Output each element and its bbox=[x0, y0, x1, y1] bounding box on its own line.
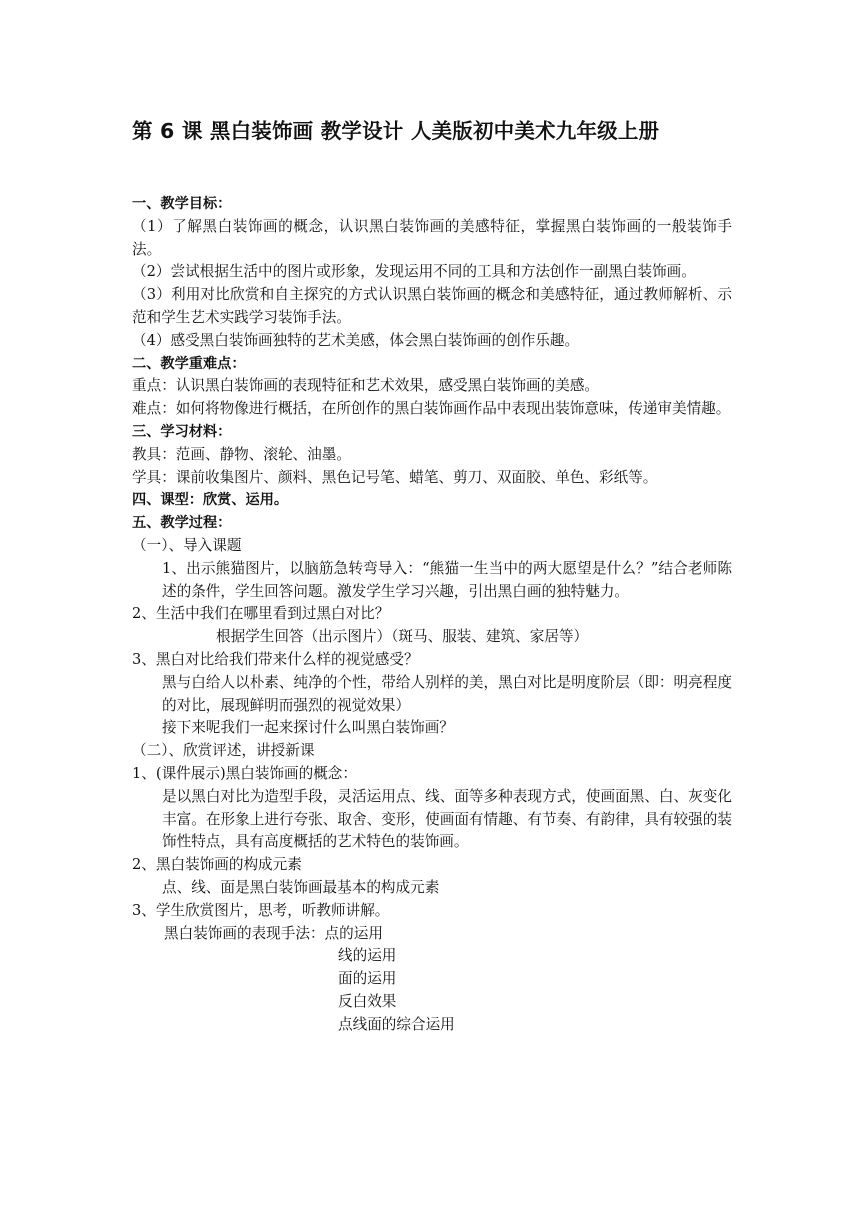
difficult-point: 难点：如何将物像进行概括，在所创作的黑白装饰画作品中表现出装饰意味，传递审美情趣。 bbox=[132, 400, 731, 418]
question-2: 2、生活中我们在哪里看到过黑白对比？ bbox=[132, 605, 390, 623]
subsection-intro: （一）、导入课题 bbox=[132, 536, 242, 554]
methods-line bbox=[132, 923, 732, 946]
objective-item: （3）利用对比欣赏和自主探究的方式认识黑白装饰画的概念和美感特征，通过教师解析、示范和学生艺术实践学习装饰手法。 bbox=[132, 286, 732, 326]
intro-paragraph: 1、出示熊猫图片，以脑筋急转弯导入：“熊猫一生当中的两大愿望是什么？”结合老师陈述的条件，学生回答问题。激发学生学习兴趣，引出黑白画的独特魅力。 bbox=[162, 559, 732, 600]
section-heading-key-points: 二、教学重难点： bbox=[132, 355, 246, 372]
objective-item: （4）感受黑白装饰画独特的艺术美感，体会黑白装饰画的创作乐趣。 bbox=[132, 331, 580, 349]
concept-heading: 1、(课件展示)黑白装饰画的概念： bbox=[132, 764, 357, 782]
document-title: 第 6 课 黑白装饰画 教学设计 人美版初中美术九年级上册 bbox=[132, 119, 660, 143]
concept-text: 是以黑白对比为造型手段，灵活运用点、线、面等多种表现方式，使画面黑、白、灰变化丰富。在形象上进行夸张、取舍、变形，使画面有情趣、有节奏、有韵律，具有较强的装饰性特点，具有高度概括的艺术特色的装饰画。 bbox=[162, 787, 732, 851]
elements-heading: 2、黑白装饰画的构成元素 bbox=[132, 856, 302, 874]
key-point: 重点：认识黑白装饰画的表现特征和艺术效果，感受黑白装饰画的美感。 bbox=[132, 377, 600, 395]
section-heading-process: 五、教学过程： bbox=[132, 515, 232, 532]
objective-item: （2）尝试根据生活中的图片或形象，发现运用不同的工具和方法创作一副黑白装饰画。 bbox=[132, 263, 696, 281]
appreciation-step: 3、学生欣赏图片，思考，听教师讲解。 bbox=[132, 901, 390, 919]
document-body bbox=[132, 193, 732, 1036]
method-item: 反白效果 bbox=[338, 992, 397, 1010]
answer-3: 黑与白给人以朴素、纯净的个性，带给人别样的美，黑白对比是明度阶层（即：明亮程度的对比，展现鲜明而强烈的视觉效果） bbox=[162, 673, 732, 714]
method-item: 点的运用 bbox=[324, 924, 383, 942]
teacher-materials: 教具：范画、静物、滚轮、油墨。 bbox=[132, 445, 351, 463]
section-heading-materials: 三、学习材料： bbox=[132, 423, 232, 440]
student-materials: 学具：课前收集图片、颜料、黑色记号笔、蜡笔、剪刀、双面胶、单色、彩纸等。 bbox=[132, 468, 658, 486]
transition-text: 接下来呢我们一起来探讨什么叫黑白装饰画？ bbox=[162, 719, 454, 737]
question-3: 3、黑白对比给我们带来什么样的视觉感受？ bbox=[132, 650, 419, 668]
method-item: 点线面的综合运用 bbox=[338, 1015, 455, 1033]
answer-2: 根据学生回答（出示图片）（斑马、服装、建筑、家居等） bbox=[216, 628, 589, 646]
section-heading-objectives: 一、教学目标： bbox=[132, 196, 232, 212]
subsection-appreciation: （二）、欣赏评述，讲授新课 bbox=[132, 742, 315, 760]
elements-text: 点、线、面是黑白装饰画最基本的构成元素 bbox=[162, 878, 440, 896]
method-item: 面的运用 bbox=[338, 970, 397, 988]
methods-label: 黑白装饰画的表现手法： bbox=[164, 924, 325, 942]
objective-item: （1）了解黑白装饰画的概念，认识黑白装饰画的美感特征，掌握黑白装饰画的一般装饰手法。 bbox=[132, 217, 732, 258]
method-item: 线的运用 bbox=[338, 947, 397, 965]
section-heading-lesson-type: 四、课型：欣赏、运用。 bbox=[132, 492, 289, 509]
